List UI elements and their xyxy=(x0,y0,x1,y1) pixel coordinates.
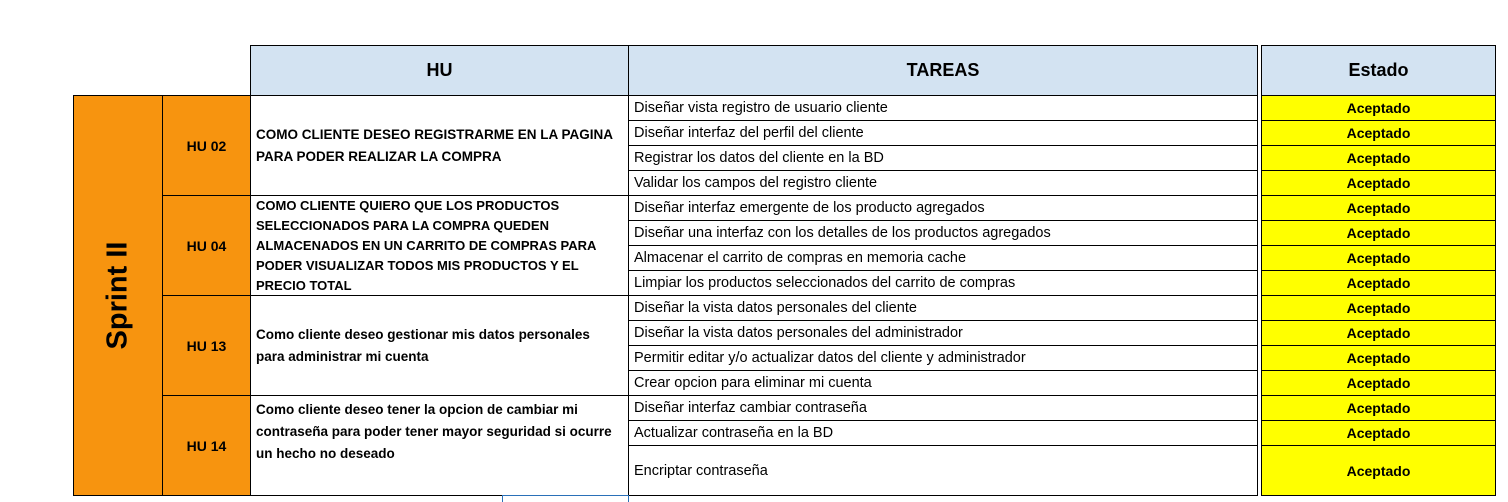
status-cell: Aceptado xyxy=(1261,170,1496,196)
hu-description: COMO CLIENTE QUIERO QUE LOS PRODUCTOS SELECCIONADOS PARA LA COMPRA QUEDEN ALMACENADOS EN UN CARRITO DE COMPRAS PARA PODER VISUALIZAR TODOS MIS PRODUCTOS Y EL PRECIO TOTAL xyxy=(250,195,629,296)
hu-description: Como cliente deseo gestionar mis datos personales para administrar mi cuenta xyxy=(250,295,629,396)
status-cell: Aceptado xyxy=(1261,195,1496,221)
task-cell: Actualizar contraseña en la BD xyxy=(628,420,1258,446)
hu-code: HU 14 xyxy=(162,395,251,496)
task-cell: Diseñar una interfaz con los detalles de los productos agregados xyxy=(628,220,1258,246)
status-cell: Aceptado xyxy=(1261,370,1496,396)
task-cell: Almacenar el carrito de compras en memoria cache xyxy=(628,245,1258,271)
task-cell: Crear opcion para eliminar mi cuenta xyxy=(628,370,1258,396)
task-cell: Diseñar interfaz del perfil del cliente xyxy=(628,120,1258,146)
task-cell: Limpiar los productos seleccionados del carrito de compras xyxy=(628,270,1258,296)
hu-code: HU 04 xyxy=(162,195,251,296)
task-cell: Diseñar interfaz emergente de los producto agregados xyxy=(628,195,1258,221)
status-cell: Aceptado xyxy=(1261,445,1496,496)
status-cell: Aceptado xyxy=(1261,420,1496,446)
sprint-label-cell xyxy=(73,95,163,496)
task-cell: Registrar los datos del cliente en la BD xyxy=(628,145,1258,171)
status-cell: Aceptado xyxy=(1261,95,1496,121)
status-cell: Aceptado xyxy=(1261,345,1496,371)
status-cell: Aceptado xyxy=(1261,295,1496,321)
status-cell: Aceptado xyxy=(1261,270,1496,296)
status-cell: Aceptado xyxy=(1261,145,1496,171)
hu-description: Como cliente deseo tener la opcion de cambiar mi contraseña para poder tener mayor seguridad si ocurre un hecho no deseado xyxy=(250,395,629,496)
task-cell: Diseñar interfaz cambiar contraseña xyxy=(628,395,1258,421)
task-cell: Diseñar la vista datos personales del cliente xyxy=(628,295,1258,321)
status-cell: Aceptado xyxy=(1261,220,1496,246)
selection-outline xyxy=(502,495,629,502)
header-estado: Estado xyxy=(1261,45,1496,96)
hu-code: HU 02 xyxy=(162,95,251,196)
task-cell: Validar los campos del registro cliente xyxy=(628,170,1258,196)
status-cell: Aceptado xyxy=(1261,245,1496,271)
status-cell: Aceptado xyxy=(1261,120,1496,146)
header-tareas: TAREAS xyxy=(628,45,1258,96)
task-cell: Diseñar vista registro de usuario cliente xyxy=(628,95,1258,121)
status-cell: Aceptado xyxy=(1261,320,1496,346)
task-cell: Diseñar la vista datos personales del administrador xyxy=(628,320,1258,346)
hu-description: COMO CLIENTE DESEO REGISTRARME EN LA PAGINA PARA PODER REALIZAR LA COMPRA xyxy=(250,95,629,196)
hu-code: HU 13 xyxy=(162,295,251,396)
sprint-label: Sprint II xyxy=(101,241,134,350)
status-cell: Aceptado xyxy=(1261,395,1496,421)
task-cell: Encriptar contraseña xyxy=(628,445,1258,496)
header-hu: HU xyxy=(250,45,629,96)
task-cell: Permitir editar y/o actualizar datos del cliente y administrador xyxy=(628,345,1258,371)
